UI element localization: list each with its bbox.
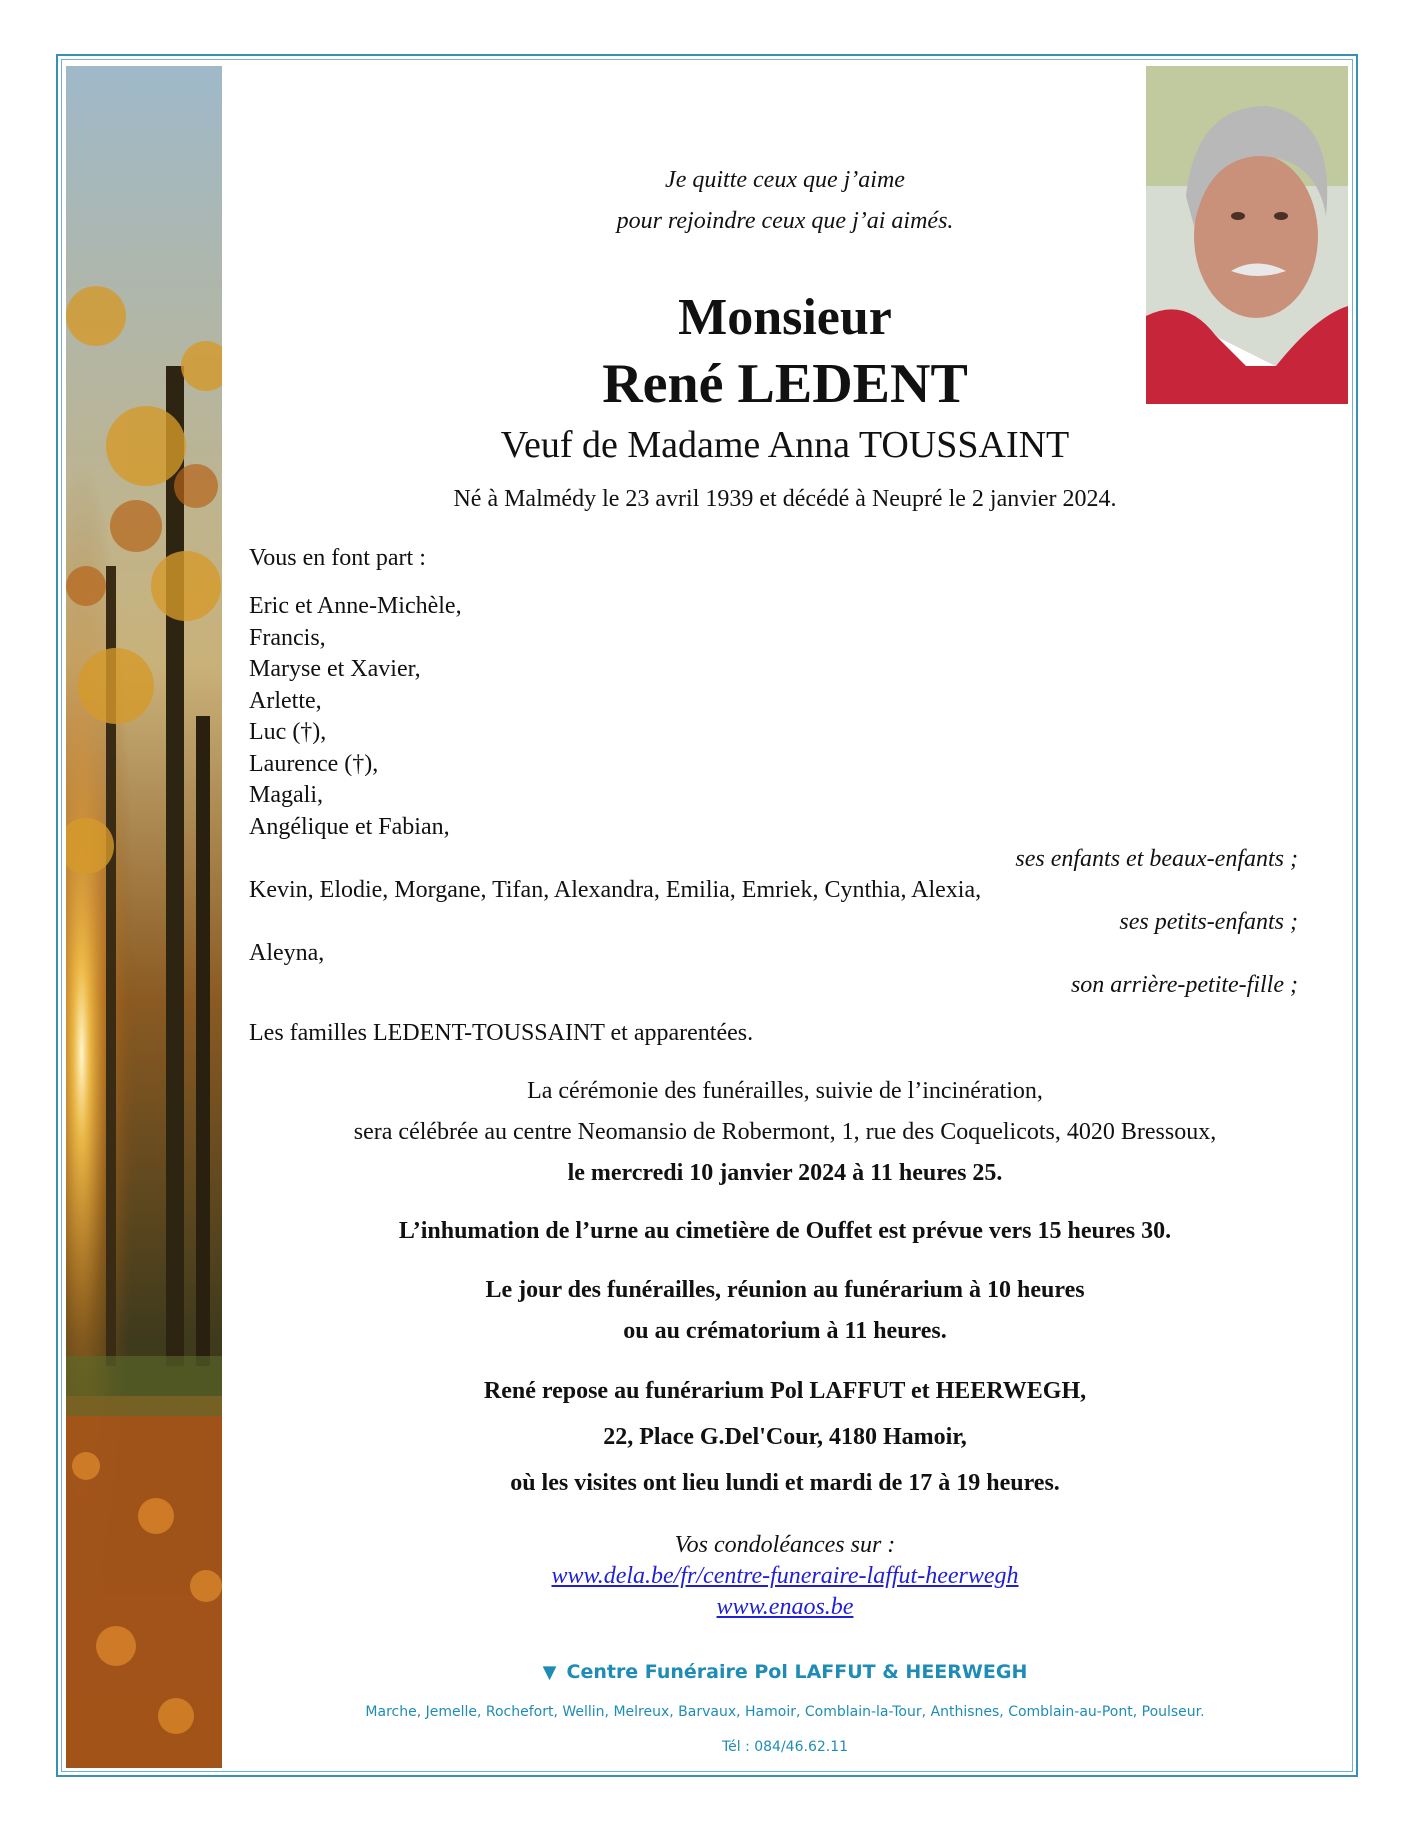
child-item: Arlette, <box>249 688 322 714</box>
company-line <box>222 1661 1348 1683</box>
triangle-down-icon: ▼ <box>542 1662 557 1683</box>
quote-line-2: pour rejoindre ceux que j’ai aimés. <box>616 208 954 234</box>
rest-line-1: René repose au funérarium Pol LAFFUT et HEERWEGH, <box>483 1378 1087 1404</box>
announcers-intro: Vous en font part : <box>249 545 426 571</box>
child-item: Laurence (†), <box>249 751 379 777</box>
child-item: Maryse et Xavier, <box>249 656 421 682</box>
ceremony-date: le mercredi 10 janvier 2024 à 11 heures 25. <box>567 1160 1003 1186</box>
locations-line: Marche, Jemelle, Rochefort, Wellin, Melreux, Barvaux, Hamoir, Comblain-la-Tour, Anthisnes, Comblain-au-Pont, Poulseur. <box>365 1704 1205 1720</box>
child-item: Francis, <box>249 625 326 651</box>
honorific: Monsieur <box>678 289 892 346</box>
quote-line-1: Je quitte ceux que j’aime <box>665 167 905 193</box>
birth-death-dates: Né à Malmédy le 23 avril 1939 et décédé à Neupré le 2 janvier 2024. <box>453 486 1117 512</box>
ceremony-line-1: La cérémonie des funérailles, suivie de l’incinération, <box>527 1078 1043 1104</box>
rest-line-3: où les visites ont lieu lundi et mardi de 17 à 19 heures. <box>510 1470 1060 1496</box>
great-grandchild-role: son arrière-petite-fille ; <box>1070 972 1298 998</box>
child-item: Eric et Anne-Michèle, <box>249 593 462 619</box>
meeting-line-2: ou au crématorium à 11 heures. <box>623 1318 947 1344</box>
child-item: Angélique et Fabian, <box>249 814 450 840</box>
condolences-link-enaos[interactable]: www.enaos.be <box>716 1594 854 1620</box>
condolences-label: Vos condoléances sur : <box>674 1532 896 1558</box>
meeting-line-1: Le jour des funérailles, réunion au funérarium à 10 heures <box>485 1277 1085 1303</box>
grandchildren-role: ses petits-enfants ; <box>1119 909 1298 935</box>
child-item: Luc (†), <box>249 719 327 745</box>
autumn-forest-image <box>66 66 222 1768</box>
great-grandchild: Aleyna, <box>249 940 325 966</box>
condolences-link-dela[interactable]: www.dela.be/fr/centre-funeraire-laffut-heerwegh <box>551 1563 1019 1589</box>
company-name: Centre Funéraire Pol LAFFUT & HEERWEGH <box>566 1661 1028 1683</box>
spouse-line: Veuf de Madame Anna TOUSSAINT <box>500 424 1070 466</box>
rest-line-2: 22, Place G.Del'Cour, 4180 Hamoir, <box>603 1424 967 1450</box>
phone-line: Tél : 084/46.62.11 <box>721 1739 849 1755</box>
ceremony-line-2: sera célébrée au centre Neomansio de Robermont, 1, rue des Coquelicots, 4020 Bressoux, <box>353 1119 1217 1145</box>
grandchildren-list: Kevin, Elodie, Morgane, Tifan, Alexandra, Emilia, Emriek, Cynthia, Alexia, <box>249 877 982 903</box>
children-role: ses enfants et beaux-enfants ; <box>1015 846 1298 872</box>
burial-line: L’inhumation de l’urne au cimetière de Ouffet est prévue vers 15 heures 30. <box>398 1218 1172 1244</box>
families-line: Les familles LEDENT-TOUSSAINT et apparentées. <box>249 1020 754 1046</box>
child-item: Magali, <box>249 782 323 808</box>
deceased-name: René LEDENT <box>602 353 968 415</box>
